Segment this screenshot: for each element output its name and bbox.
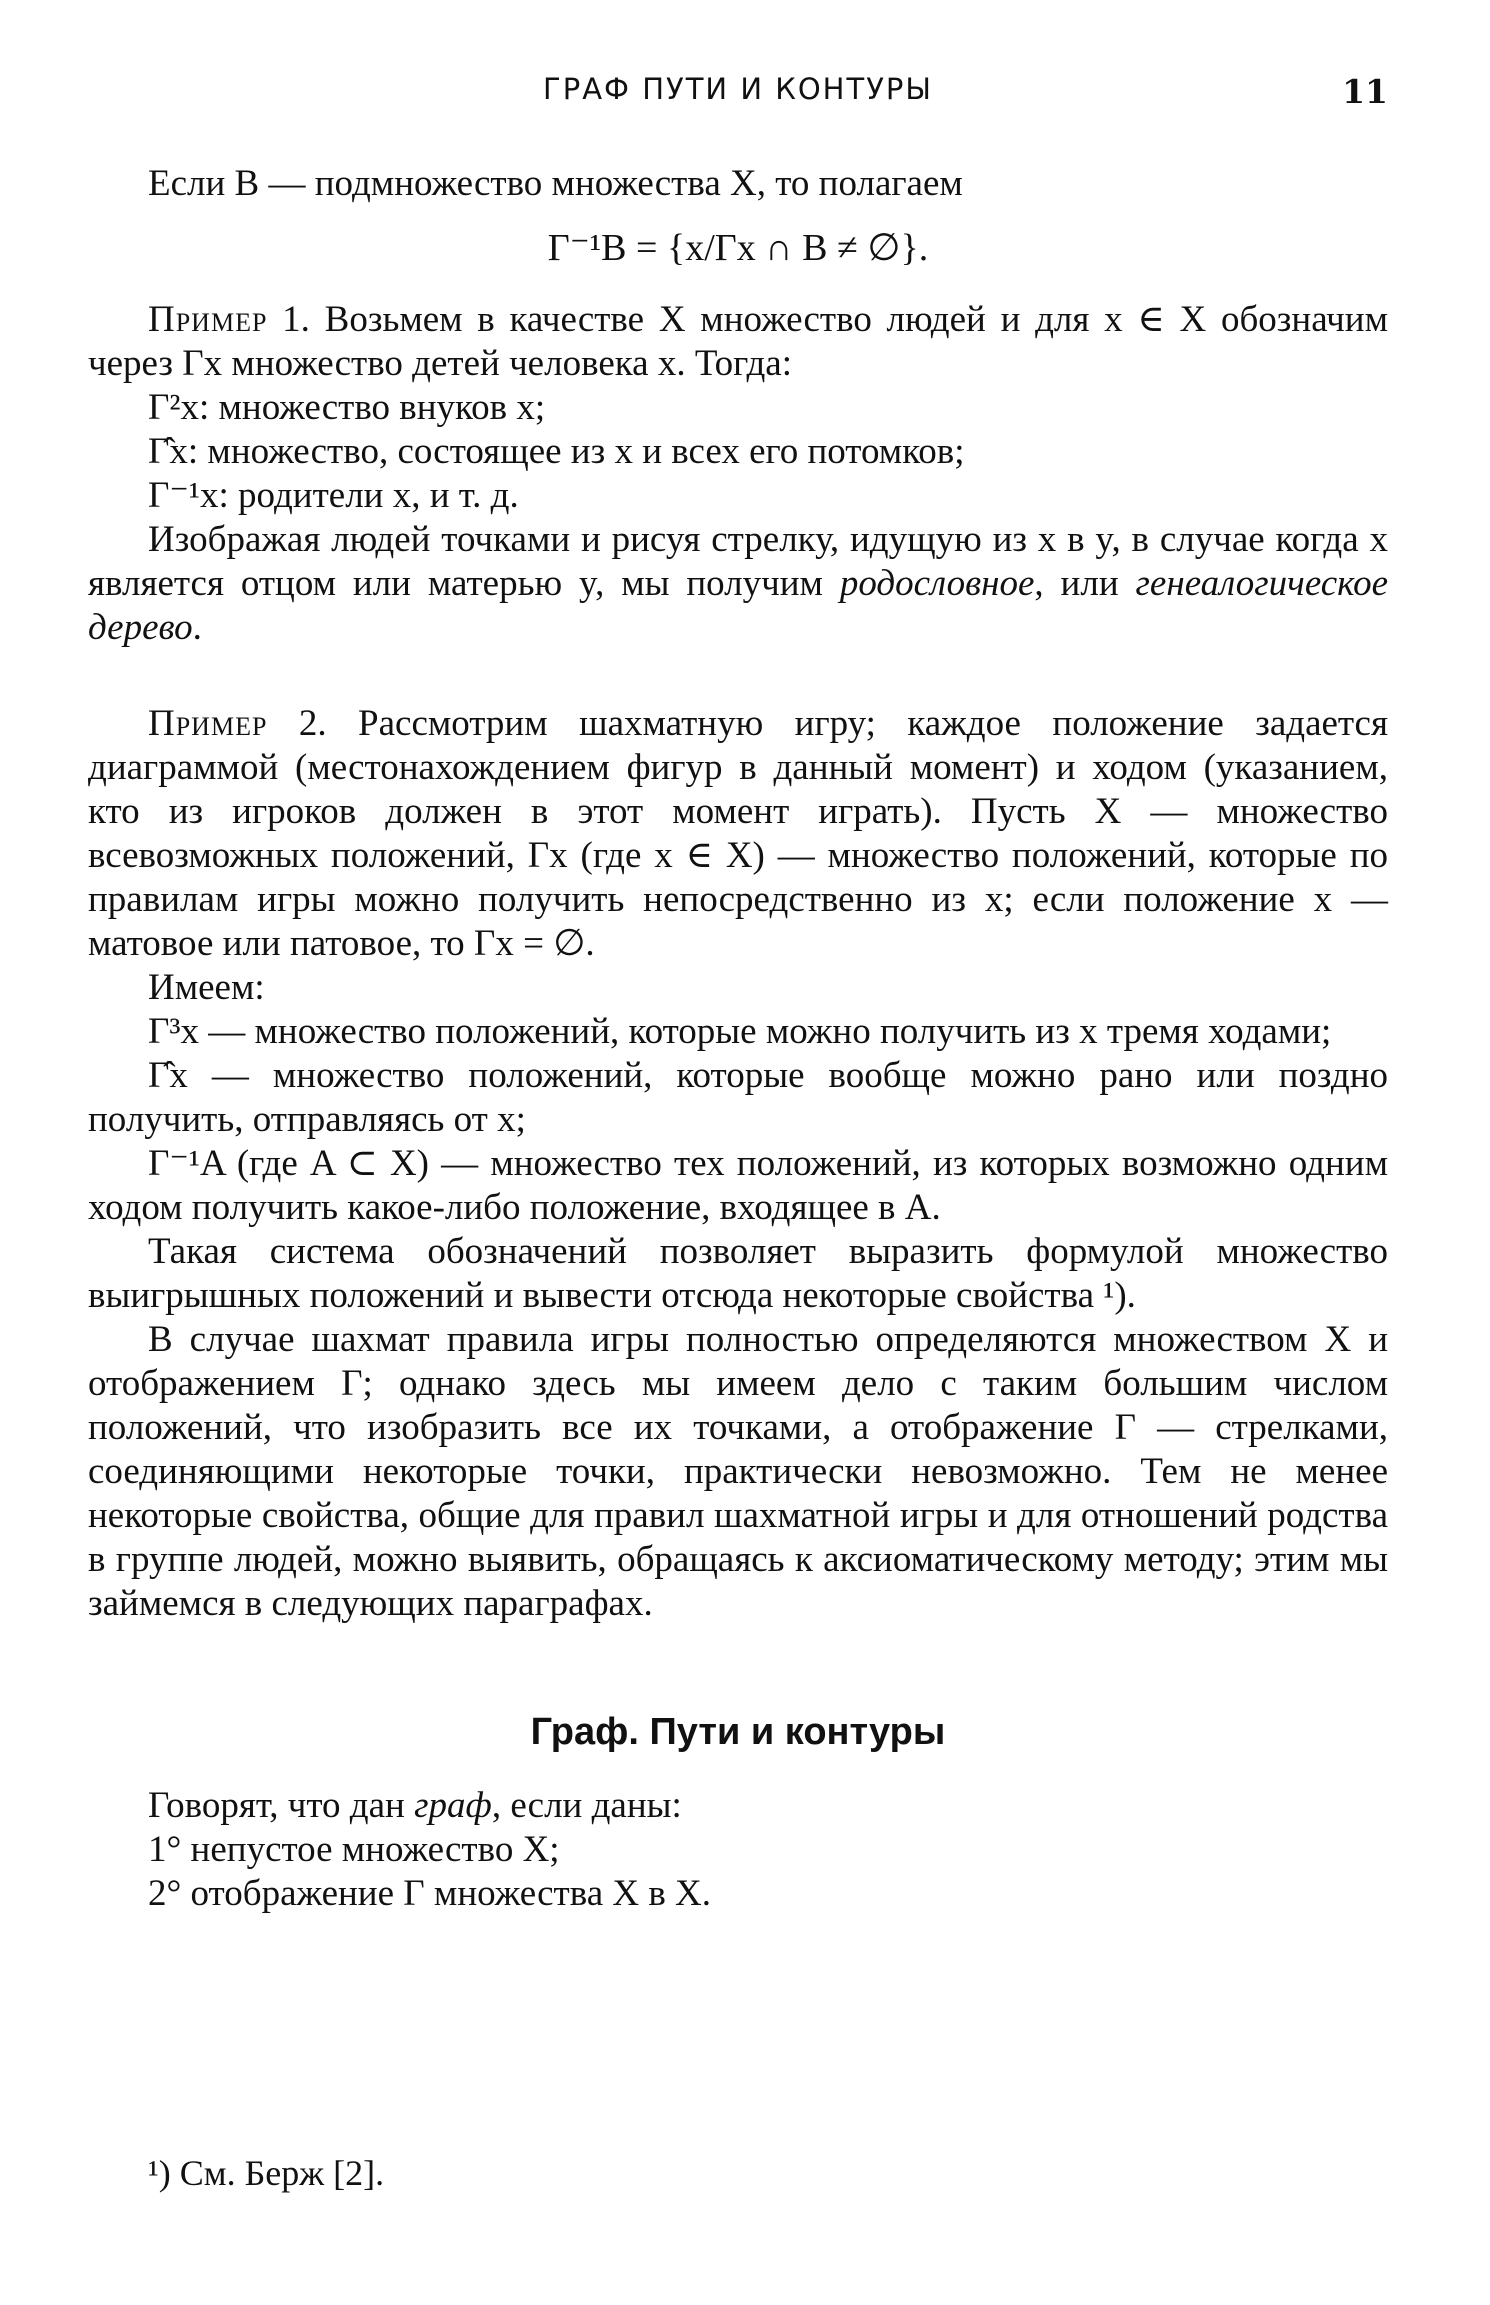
term-rodoslovnoe: родословное bbox=[839, 563, 1035, 604]
formula: Γ⁻¹B = {x/Γx ∩ B ≠ ∅}. bbox=[547, 227, 929, 269]
example-1-lead bbox=[88, 298, 1388, 386]
example-2-paragraph: Такая система обозначений позволяет выразить формулой множество выигрышных положений и вывести отсюда некоторые свойства ¹). bbox=[88, 1231, 1388, 1316]
section-title: Граф. Пути и контуры bbox=[530, 1711, 946, 1753]
section-intro bbox=[88, 1784, 1388, 1828]
term-genealogical-tree: генеалогическое дерево bbox=[88, 563, 1388, 648]
intro-line: Если B — подмножество множества X, то полагаем bbox=[148, 163, 963, 204]
example-1-text-start: Изображая людей точками и рисуя стрелку, идущую из x в y, в случае когда x является отцом или матерью y, мы получим bbox=[88, 519, 1388, 604]
footnote: ¹) См. Берж [2]. bbox=[148, 2153, 385, 2193]
running-header bbox=[88, 72, 1388, 122]
definition-item: 1° непустое множество X; bbox=[148, 1829, 560, 1870]
example-1-item: Γ²x: множество внуков x; bbox=[148, 387, 546, 428]
definition-item: 2° отображение Γ множества X в X. bbox=[148, 1873, 712, 1914]
body-text bbox=[88, 162, 1388, 1916]
page-number: 11 bbox=[1342, 72, 1388, 111]
example-2-have: Имеем: bbox=[148, 967, 265, 1008]
example-1-paragraph bbox=[88, 518, 1388, 650]
example-1-item: Γ⁻¹x: родители x, и т. д. bbox=[148, 475, 519, 516]
example-1-text: 1. Возьмем в качестве X множество людей и для x ∈ X обозначим через Γx множество детей человека x. Тогда: bbox=[88, 299, 1388, 384]
example-2-text: 2. Рассмотрим шахматную игру; каждое положение задается диаграммой (местонахождением фигур в данный момент) и ходом (указанием, кто из игроков должен в этот момент играть). Пусть X — множество всевозможных положений, Γx (где x ∈ X) — множество положений, которые по правилам игры можно получить непосредственно из x; если положение x — матовое или патовое, то Γx = ∅. bbox=[88, 703, 1388, 964]
example-1-text-end: . bbox=[192, 607, 202, 648]
example-2-item: Γ̂x — множество положений, которые вообще можно рано или поздно получить, отправляясь от x; bbox=[88, 1055, 1388, 1140]
example-1-item: Γ̂x: множество, состоящее из x и всех его потомков; bbox=[148, 431, 965, 472]
example-2-item: Γ³x — множество положений, которые можно получить из x тремя ходами; bbox=[148, 1011, 1332, 1052]
term-graph: граф bbox=[414, 1785, 492, 1826]
example-2-paragraph: В случае шахмат правила игры полностью определяются множеством X и отображением Γ; однако здесь мы имеем дело с таким большим числом положений, что изобразить все их точками, а отображение Γ — стрелками, соединяющими некоторые точки, практически невозможно. Тем не менее некоторые свойства, общие для правил шахматной игры и для отношений родства в группе людей, можно выявить, обращаясь к аксиоматическому методу; этим мы займемся в следующих параграфах. bbox=[88, 1319, 1388, 1624]
example-2-item: Γ⁻¹A (где A ⊂ X) — множество тех положений, из которых возможно одним ходом получить какое-либо положение, входящее в A. bbox=[88, 1143, 1388, 1228]
running-title: ГРАФ ПУТИ И КОНТУРЫ bbox=[543, 72, 933, 106]
example-2-lead bbox=[88, 702, 1388, 966]
example-label: Пример bbox=[148, 299, 268, 340]
section-intro-end: , если даны: bbox=[491, 1785, 682, 1826]
example-label: Пример bbox=[148, 703, 268, 744]
example-1-text-mid: , или bbox=[1034, 563, 1136, 604]
section-intro-start: Говорят, что дан bbox=[148, 1785, 415, 1826]
